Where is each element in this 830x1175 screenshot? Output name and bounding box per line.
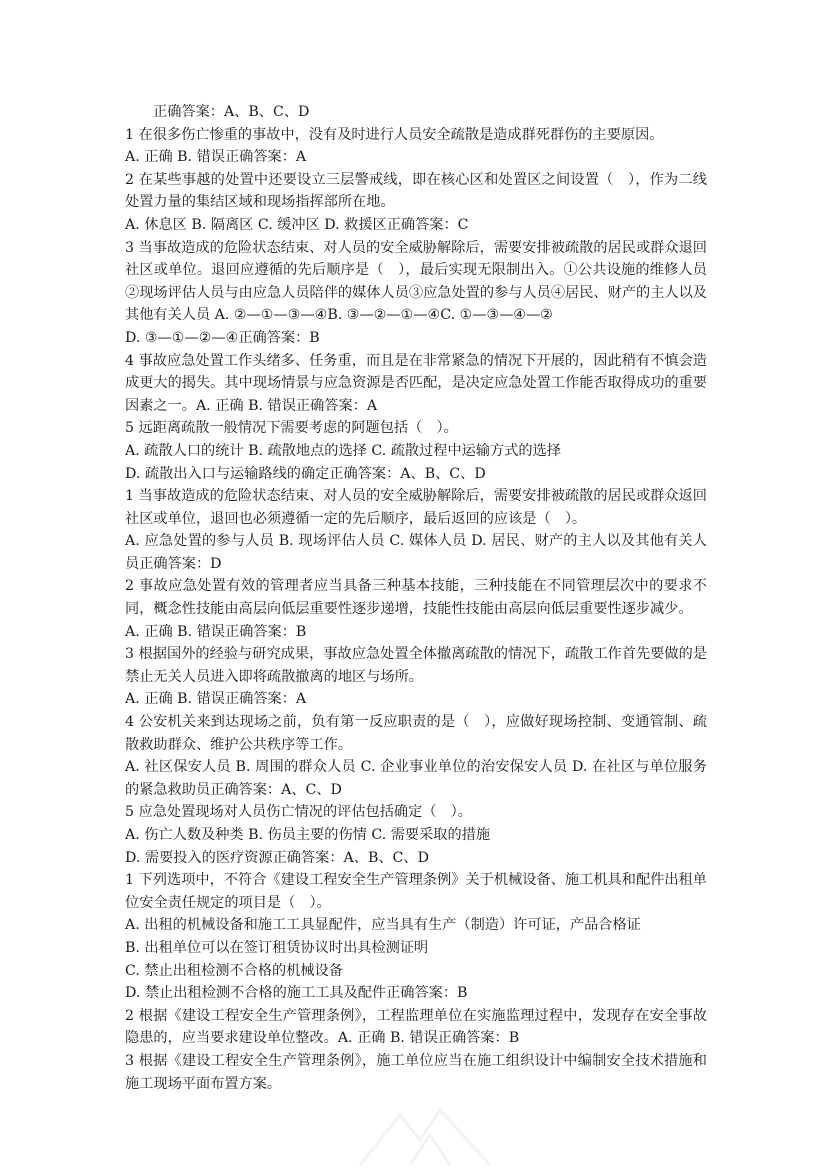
document-paragraph: 5 应急处置现场对人员伤亡情况的评估包括确定（ ）。	[125, 804, 472, 821]
document-paragraph: 3 当事故造成的危险状态结束、对人员的安全威胁解除后，需要安排被疏散的居民或群众退回社区或单位。退回应遵循的先后顺序是（ ），最后实现无限制出入。①公共设施的维修人员②现场评估人员与由应急人员陪伴的媒体人员③应急处置的参与人员④居民、财产的主人以及其他有关人员 A. ②—①—③—④B. ③—②—①—④C. ①—③—④—②	[125, 239, 707, 324]
document-paragraph: D. 疏散出入口与运输路线的确定正确答案：A、B、C、D	[125, 465, 486, 482]
document-paragraph: A. 正确 B. 错误正确答案：B	[125, 623, 307, 640]
document-paragraph: A. 休息区 B. 隔离区 C. 缓冲区 D. 救援区正确答案：C	[125, 216, 469, 233]
document-paragraph: 4 公安机关来到达现场之前，负有第一反应职责的是（ ），应做好现场控制、变通管制、疏散救助群众、维护公共秩序等工作。	[125, 714, 707, 753]
document-paragraph: A. 正确 B. 错误正确答案：A	[125, 149, 307, 166]
document-paragraph: A. 应急处置的参与人员 B. 现场评估人员 C. 媒体人员 D. 居民、财产的主人以及其他有关人员正确答案：D	[125, 533, 707, 572]
document-paragraph: A. 疏散人口的统计 B. 疏散地点的选择 C. 疏散过程中运输方式的选择	[125, 442, 561, 459]
document-body	[125, 101, 707, 1095]
document-paragraph: 3 根据《建设工程安全生产管理条例》，施工单位应当在施工组织设计中编制安全技术措施和施工现场平面布置方案。	[125, 1052, 707, 1092]
document-paragraph: 1 在很多伤亡惨重的事故中，没有及时进行人员安全疏散是造成群死群伤的主要原因。	[125, 126, 664, 143]
document-paragraph: D. 需要投入的医疗资源正确答案：A、B、C、D	[125, 849, 429, 866]
document-paragraph: C. 禁止出租检测不合格的机械设备	[125, 962, 343, 979]
document-paragraph: B. 出租单位可以在签订租赁协议时出具检测证明	[125, 939, 429, 956]
document-paragraph: A. 出租的机械设备和施工工具显配件，应当具有生产（制造）许可证，产品合格证	[125, 917, 641, 934]
document-paragraph: A. 正确 B. 错误正确答案：A	[125, 691, 307, 708]
document-paragraph: 正确答案：A、B、C、D	[153, 104, 310, 120]
document-paragraph: A. 伤亡人数及种类 B. 伤员主要的伤情 C. 需要采取的措施	[125, 827, 491, 843]
document-paragraph: 4 事故应急处置工作头绪多、任务重，而且是在非常紧急的情况下开展的，因此稍有不慎会造成更大的揭失。其中现场情景与应急资源是否匹配，是决定应急处置工作能否取得成功的重要因素之一。A. 正确 B. 错误正确答案：A	[125, 352, 707, 414]
document-paragraph: 2 在某些事越的处置中还要设立三层警戒线，即在核心区和处置区之间设置（ ），作为二线处置力量的集结区域和现场指挥部所在地。	[125, 171, 707, 211]
document-paragraph: 3 根据国外的经验与研究成果，事故应急处置全体撤离疏散的情况下，疏散工作首先要做的是禁止无关人员进入即将疏散撤离的地区与场所。	[125, 646, 707, 685]
document-paragraph: 5 远距离疏散一般情况下需要考虑的阿题包括（ ）。	[125, 420, 458, 437]
document-paragraph: A. 社区保安人员 B. 周围的群众人员 C. 企业事业单位的治安保安人员 D. 在社区与单位服务的紧急救助员正确答案：A、C、D	[125, 759, 707, 798]
document-paragraph: 1 下列选项中，不符合《建设工程安全生产管理条例》关于机械设备、施工机具和配件出租单位安全责任规定的项目是（ ）。	[125, 872, 707, 911]
document-paragraph: 2 事故应急处置有效的管理者应当具备三种基本技能，三种技能在不同管理层次中的要求不同，概念性技能由高层向低层重要性逐步递增，技能性技能由高层向低层重要性逐步减少。	[125, 578, 707, 618]
document-paragraph: 1 当事故造成的危险状态结束、对人员的安全威胁解除后，需要安排被疏散的居民或群众返回社区或单位，退回也必须遵循一定的先后顺序，最后返回的应该是（ ）。	[125, 488, 707, 527]
document-paragraph: D. 禁止出租检测不合格的施工工具及配件正确答案：B	[125, 985, 468, 1002]
document-paragraph: 2 根据《建设工程安全生产管理条例》，工程监理单位在实施监理过程中，发现存在安全事故隐患的，应当要求建设单位整改。A. 正确 B. 错误正确答案：B	[125, 1007, 707, 1047]
document-paragraph: D. ③—①—②—④正确答案：B	[125, 329, 320, 346]
watermark-logo	[350, 1095, 500, 1175]
